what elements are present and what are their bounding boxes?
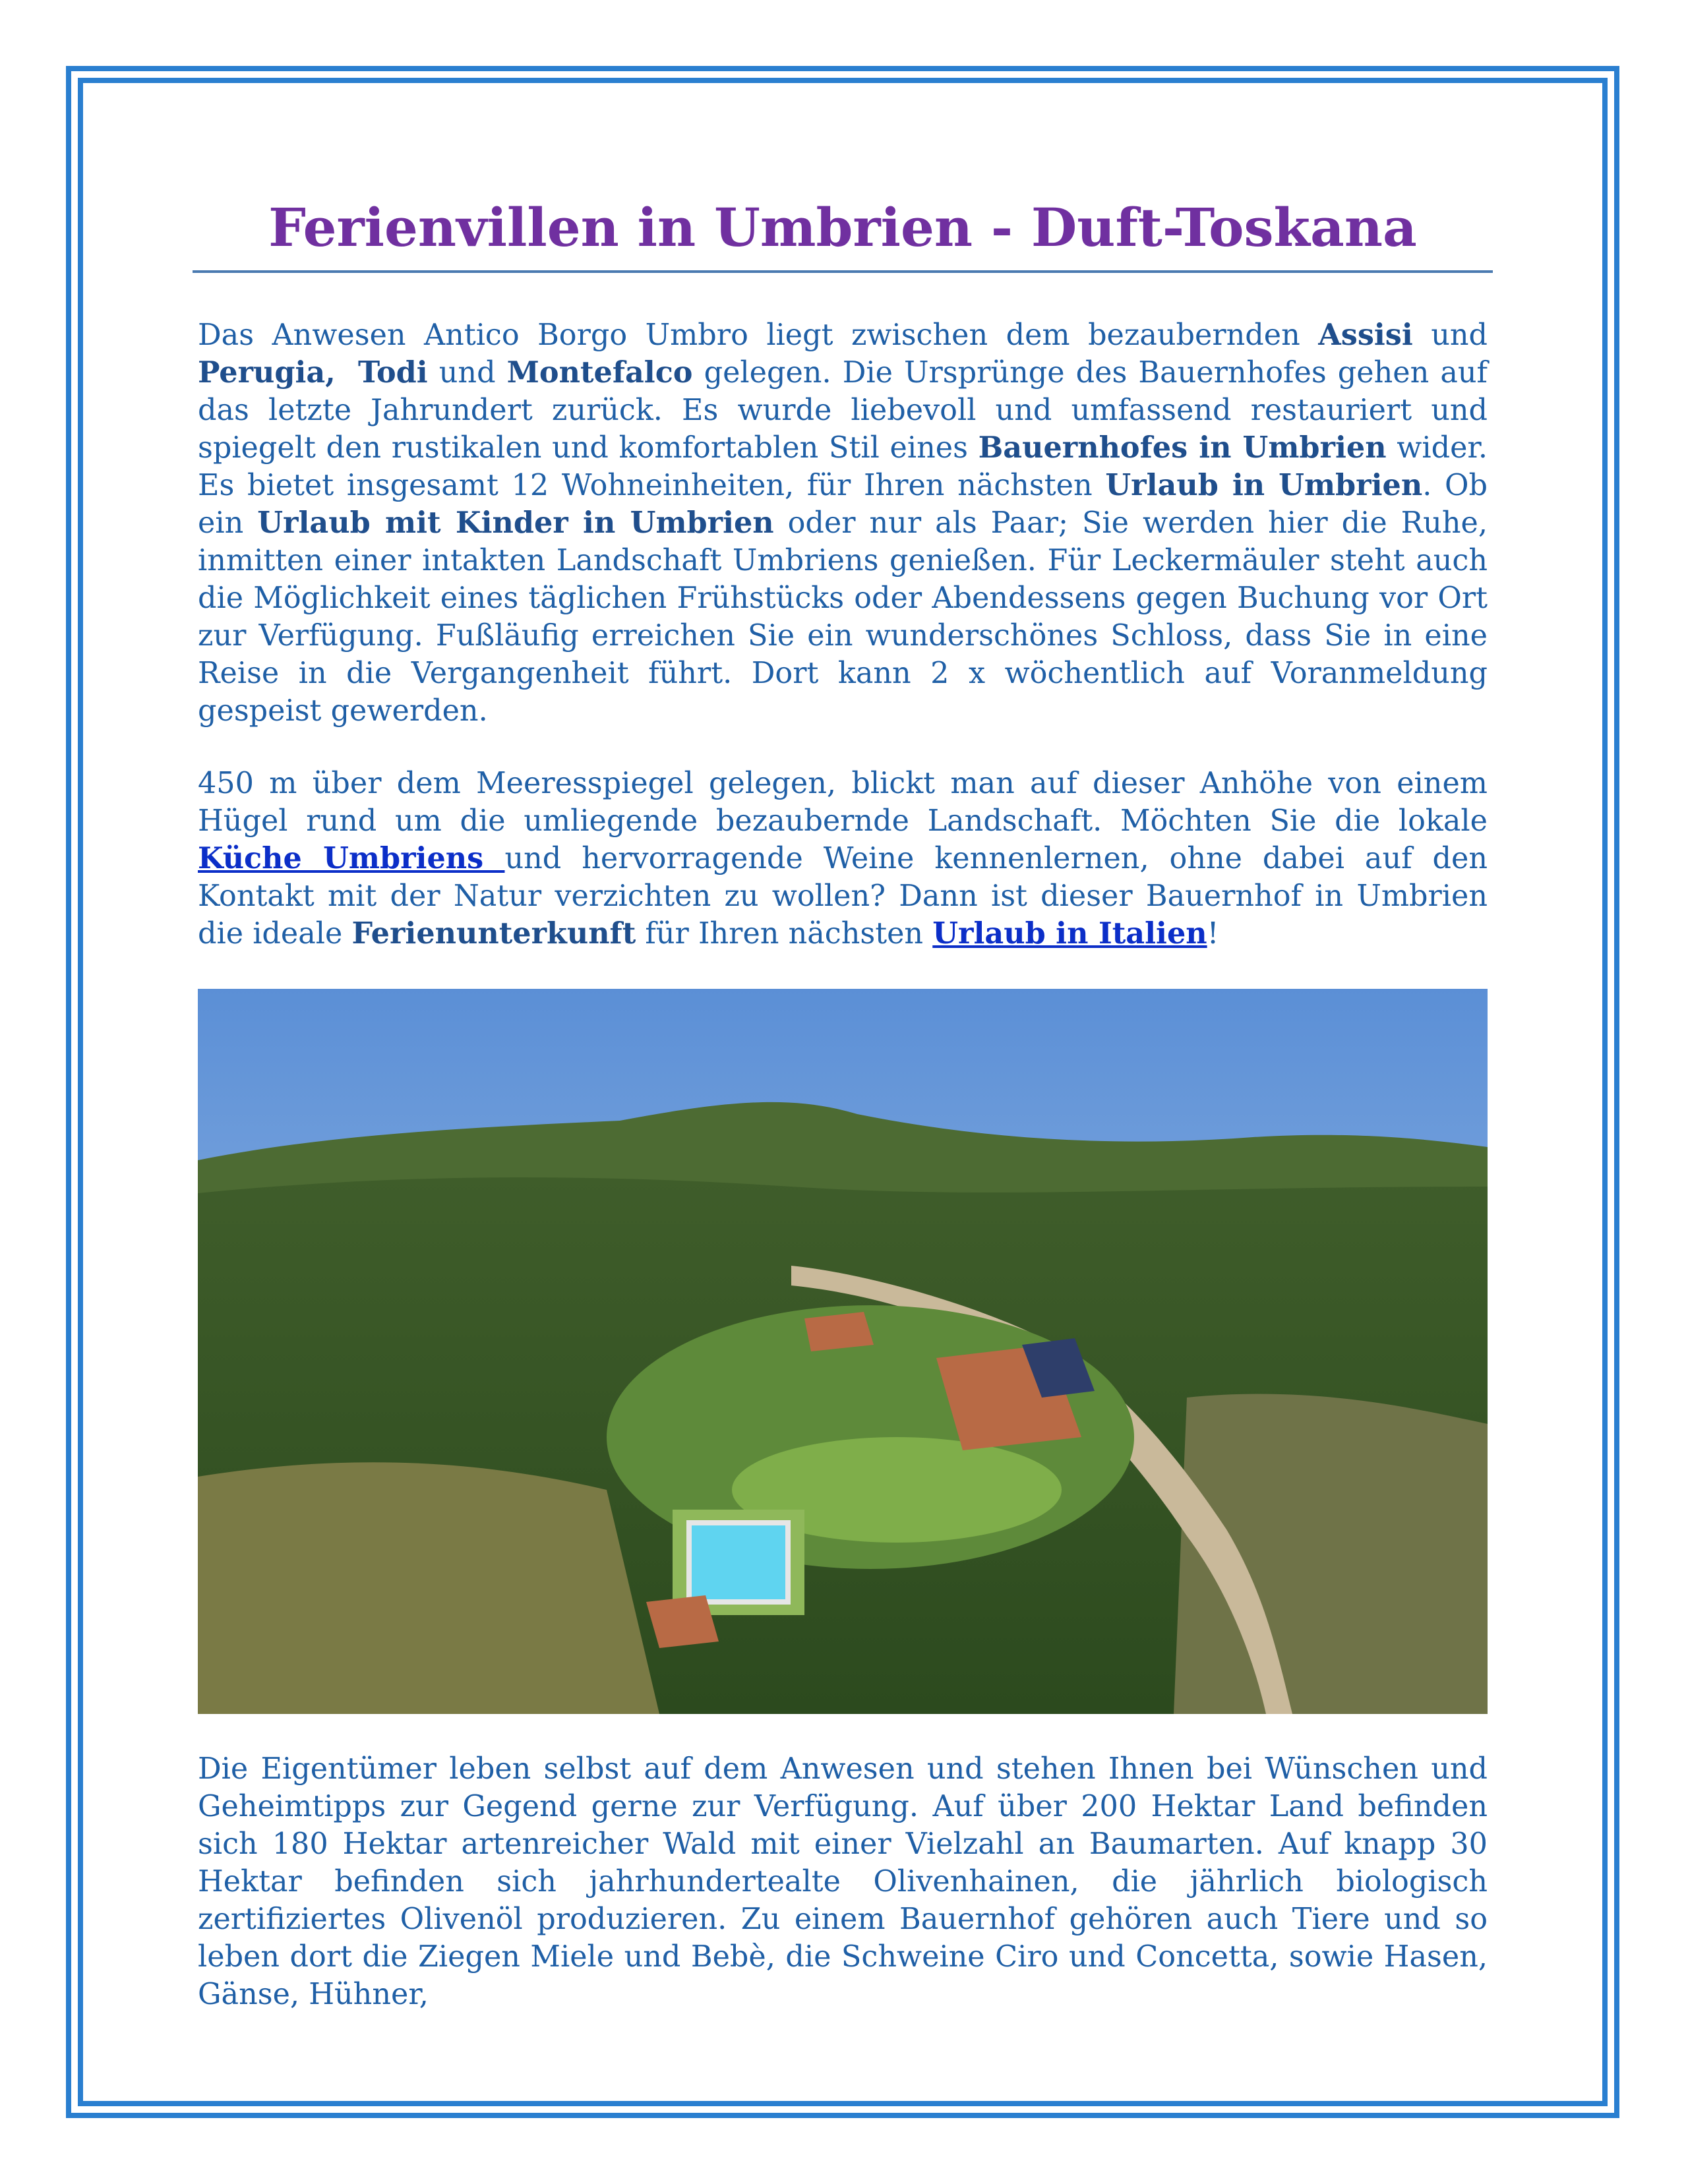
keyword-assisi: Assisi: [1318, 318, 1413, 352]
text-run: !: [1207, 917, 1219, 951]
owners-paragraph: Die Eigentümer leben selbst auf dem Anwesen und stehen Ihnen bei Wünschen und Geheimtipps zur Gegend gerne zur Verfügung. Auf über 200 Hektar Land befinden sich 180 Hektar artenreicher Wald mit einer Vielzahl an Baumarten. Auf knapp 30 Hektar befinden sich jahrhundertealte Olivenhainen, die jährlich biologisch zertifiziertes Olivenöl produzieren. Zu einem Bauernhof gehören auch Tiere und so leben dort die Ziegen Miele und Bebè, die Schweine Ciro und Concetta, sowie Hasen, Gänse, Hühner,: [198, 1752, 1488, 2011]
text-run: wider. Es bietet insgesamt 12 Wohneinheiten, für Ihren nächsten: [198, 431, 1488, 502]
title-underline: [193, 270, 1493, 273]
text-run: 450 m über dem Meeresspiegel gelegen, blickt man auf dieser Anhöhe von einem Hügel rund um die umliegende bezaubernde Landschaft. Möchten Sie die lokale: [198, 767, 1488, 838]
keyword-urlaub-mit-kinder: Urlaub mit Kinder in Umbrien: [257, 506, 774, 540]
intro-paragraph: [198, 316, 1488, 730]
text-run: oder nur als Paar; Sie werden hier die Ruhe, inmitten einer intakten Landschaft Umbriens genießen. Für Leckermäuler steht auch die Möglichkeit eines täglichen Frühstücks oder Abendessens gegen Buchung vor Ort zur Verfügung. Fußläufig erreichen Sie ein wunderschönes Schloss, dass Sie in eine Reise in die Vergangenheit führt. Dort kann 2 x wöchentlich auf Voranmeldung gespeist gewerden.: [198, 506, 1488, 728]
text-run: und hervorragende Weine kennenlernen, ohne dabei auf den Kontakt mit der Natur verzichten zu wollen? Dann ist dieser Bauernhof in Umbrien die ideale: [198, 842, 1488, 951]
link-kueche-umbriens[interactable]: Küche Umbriens: [198, 841, 505, 875]
keyword-todi: Todi: [357, 355, 428, 390]
text-run: und: [1412, 318, 1488, 352]
aerial-photo-estate: [198, 989, 1488, 1714]
link-urlaub-in-italien[interactable]: Urlaub in Italien: [932, 916, 1207, 951]
location-paragraph: [198, 765, 1488, 953]
keyword-bauernhofes-in-umbrien: Bauernhofes in Umbrien: [978, 430, 1387, 465]
keyword-urlaub-in-umbrien: Urlaub in Umbrien: [1105, 468, 1423, 502]
keyword-perugia: Perugia,: [198, 355, 336, 390]
page-title: Ferienvillen in Umbrien - Duft-Toskana: [268, 196, 1417, 258]
text-run: . Ob ein: [198, 469, 1488, 540]
text-run: für Ihren nächsten: [636, 917, 933, 951]
text-run: und: [427, 356, 507, 390]
keyword-montefalco: Montefalco: [506, 355, 693, 390]
text-run: [336, 356, 358, 390]
keyword-ferienunterkunft: Ferienunterkunft: [351, 916, 636, 951]
text-run: gelegen. Die Ursprünge des Bauernhofes gehen auf das letzte Jahrundert zurück. Es wurde liebevoll und umfassend restauriert und spiegelt den rustikalen und komfortablen Stil eines: [198, 356, 1488, 465]
text-run: Das Anwesen Antico Borgo Umbro liegt zwischen dem bezaubernden: [198, 318, 1319, 352]
